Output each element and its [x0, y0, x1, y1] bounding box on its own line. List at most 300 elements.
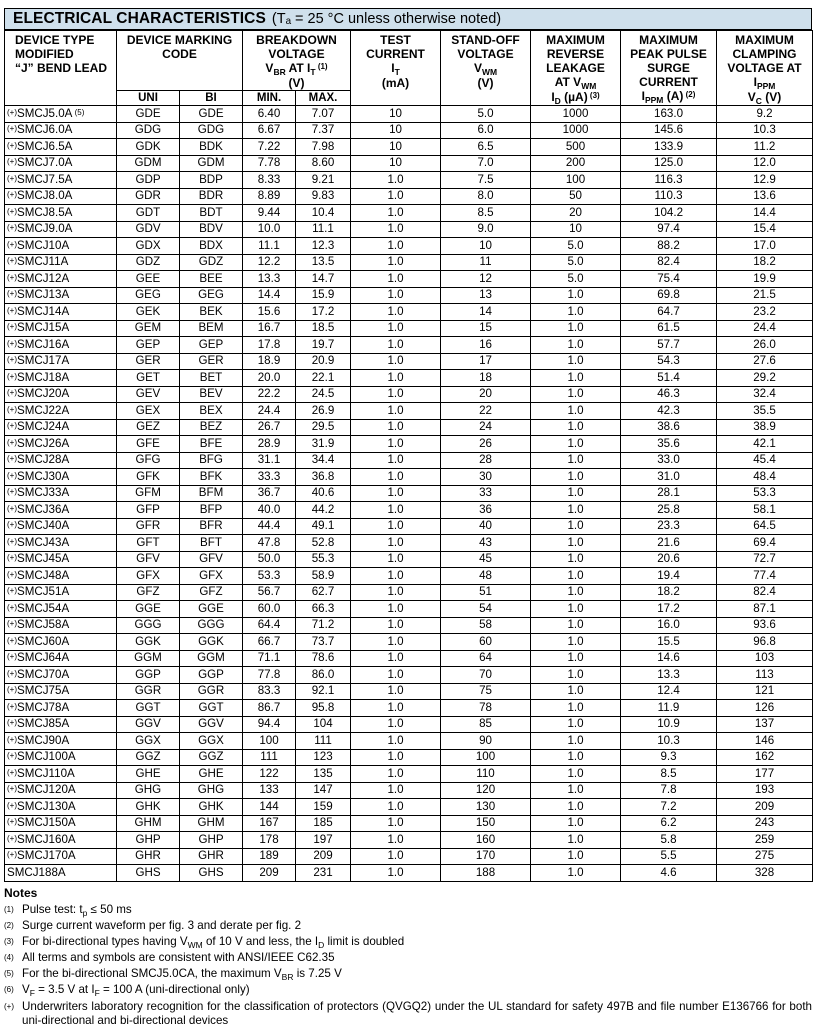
leakage-current: 1.0 — [531, 766, 621, 783]
standoff-voltage: 40 — [441, 518, 531, 535]
vbr-max: 29.5 — [296, 419, 351, 436]
note-text-part: = 3.5 V at I — [34, 983, 95, 997]
device-type: SMCJ54A — [17, 601, 70, 615]
ul-recognition-mark: (+) — [7, 817, 17, 827]
peak-pulse-current: 8.5 — [621, 766, 717, 783]
uni-code: GFR — [117, 518, 180, 535]
device-type: SMCJ58A — [17, 618, 70, 632]
header-surge-symbol: I — [641, 89, 645, 103]
header-leakage-symbol: I — [551, 90, 555, 104]
device-type: SMCJ51A — [17, 585, 70, 599]
ul-recognition-mark: (+) — [7, 850, 17, 860]
bi-code: GGT — [180, 700, 243, 717]
table-row — [5, 320, 813, 337]
test-current: 1.0 — [351, 271, 441, 288]
standoff-voltage: 15 — [441, 320, 531, 337]
device-type: SMCJ24A — [17, 420, 70, 434]
standoff-voltage: 5.0 — [441, 106, 531, 123]
standoff-voltage: 17 — [441, 353, 531, 370]
clamping-voltage: 93.6 — [717, 617, 813, 634]
note-text — [22, 1000, 812, 1029]
vbr-min: 122 — [243, 766, 296, 783]
header-test-line: CURRENT — [366, 47, 425, 61]
ul-recognition-mark: (+) — [7, 503, 17, 513]
device-type-cell — [5, 106, 117, 123]
ul-recognition-mark: (+) — [7, 586, 17, 596]
note-text — [22, 983, 812, 998]
device-type: SMCJ28A — [17, 453, 70, 467]
peak-pulse-current: 97.4 — [621, 221, 717, 238]
test-current: 1.0 — [351, 848, 441, 865]
test-current: 1.0 — [351, 766, 441, 783]
bi-code: BDT — [180, 205, 243, 222]
notes-list — [4, 903, 812, 1029]
header-surge-unit: (A) — [663, 89, 684, 103]
bi-code: BDK — [180, 139, 243, 156]
vbr-min: 94.4 — [243, 716, 296, 733]
device-type: SMCJ100A — [17, 750, 76, 764]
standoff-voltage: 6.0 — [441, 122, 531, 139]
peak-pulse-current: 61.5 — [621, 320, 717, 337]
vbr-max: 31.9 — [296, 436, 351, 453]
leakage-current: 100 — [531, 172, 621, 189]
device-type: SMCJ120A — [17, 783, 76, 797]
ul-recognition-mark: (+) — [7, 602, 17, 612]
device-type-cell — [5, 287, 117, 304]
table-row — [5, 139, 813, 156]
ul-recognition-mark: (+) — [7, 751, 17, 761]
uni-code: GFZ — [117, 584, 180, 601]
header-surge-note: (2) — [683, 90, 696, 99]
standoff-voltage: 9.0 — [441, 221, 531, 238]
device-type: SMCJ9.0A — [17, 222, 73, 236]
leakage-current: 1.0 — [531, 370, 621, 387]
vbr-max: 95.8 — [296, 700, 351, 717]
device-type-cell — [5, 799, 117, 816]
vbr-min: 12.2 — [243, 254, 296, 271]
clamping-voltage: 15.4 — [717, 221, 813, 238]
standoff-voltage: 24 — [441, 419, 531, 436]
note-item — [4, 903, 812, 918]
test-current: 1.0 — [351, 452, 441, 469]
bi-code: GHM — [180, 815, 243, 832]
peak-pulse-current: 5.5 — [621, 848, 717, 865]
test-current: 1.0 — [351, 436, 441, 453]
test-current: 10 — [351, 122, 441, 139]
uni-code: GGK — [117, 634, 180, 651]
header-breakdown-subscript: T — [310, 67, 316, 77]
vbr-max: 14.7 — [296, 271, 351, 288]
clamping-voltage: 13.6 — [717, 188, 813, 205]
uni-code: GDX — [117, 238, 180, 255]
note-text-part: Pulse test: t — [22, 903, 83, 916]
ul-recognition-mark: (+) — [7, 173, 17, 183]
uni-code: GDG — [117, 122, 180, 139]
ul-recognition-mark: (+) — [7, 371, 17, 381]
header-device-type — [5, 31, 117, 106]
device-type-cell — [5, 320, 117, 337]
standoff-voltage: 12 — [441, 271, 531, 288]
vbr-max: 73.7 — [296, 634, 351, 651]
uni-code: GET — [117, 370, 180, 387]
uni-code: GER — [117, 353, 180, 370]
vbr-min: 144 — [243, 799, 296, 816]
uni-code: GHR — [117, 848, 180, 865]
table-row — [5, 551, 813, 568]
uni-code: GFE — [117, 436, 180, 453]
bi-code: BFE — [180, 436, 243, 453]
device-type-cell — [5, 700, 117, 717]
vbr-min: 17.8 — [243, 337, 296, 354]
test-current: 1.0 — [351, 221, 441, 238]
test-current: 1.0 — [351, 551, 441, 568]
test-current: 1.0 — [351, 205, 441, 222]
test-current: 1.0 — [351, 782, 441, 799]
ul-recognition-mark: (+) — [7, 223, 17, 233]
vbr-min: 8.89 — [243, 188, 296, 205]
standoff-voltage: 22 — [441, 403, 531, 420]
test-current: 1.0 — [351, 238, 441, 255]
table-row — [5, 403, 813, 420]
test-current: 1.0 — [351, 188, 441, 205]
vbr-min: 13.3 — [243, 271, 296, 288]
uni-code: GFM — [117, 485, 180, 502]
header-leakage-line: MAXIMUM — [546, 33, 605, 47]
test-current: 1.0 — [351, 419, 441, 436]
peak-pulse-current: 11.9 — [621, 700, 717, 717]
leakage-current: 1.0 — [531, 304, 621, 321]
clamping-voltage: 146 — [717, 733, 813, 750]
vbr-max: 12.3 — [296, 238, 351, 255]
uni-code: GFV — [117, 551, 180, 568]
device-type: SMCJ48A — [17, 568, 70, 582]
vbr-min: 7.78 — [243, 155, 296, 172]
device-type: SMCJ17A — [17, 354, 70, 368]
table-row — [5, 601, 813, 618]
table-row — [5, 205, 813, 222]
standoff-voltage: 8.5 — [441, 205, 531, 222]
note-text-part: of 10 V and less, the I — [202, 935, 319, 949]
vbr-max: 159 — [296, 799, 351, 816]
vbr-min: 7.22 — [243, 139, 296, 156]
header-clamp-symbol: I — [753, 75, 757, 89]
peak-pulse-current: 54.3 — [621, 353, 717, 370]
test-current: 1.0 — [351, 320, 441, 337]
uni-code: GGT — [117, 700, 180, 717]
standoff-voltage: 48 — [441, 568, 531, 585]
device-type: SMCJ10A — [17, 238, 70, 252]
vbr-min: 209 — [243, 865, 296, 882]
note-subscript: F — [94, 988, 100, 999]
standoff-voltage: 14 — [441, 304, 531, 321]
standoff-voltage: 100 — [441, 749, 531, 766]
header-marking-code — [117, 31, 243, 91]
clamping-voltage: 209 — [717, 799, 813, 816]
peak-pulse-current: 75.4 — [621, 271, 717, 288]
note-number: (4) — [4, 953, 14, 963]
peak-pulse-current: 25.8 — [621, 502, 717, 519]
vbr-min: 167 — [243, 815, 296, 832]
vbr-max: 55.3 — [296, 551, 351, 568]
ul-recognition-mark: (+) — [7, 206, 17, 216]
table-row — [5, 122, 813, 139]
clamping-voltage: 243 — [717, 815, 813, 832]
device-type: SMCJ11A — [17, 255, 69, 269]
uni-code: GDR — [117, 188, 180, 205]
device-type-cell — [5, 403, 117, 420]
header-leakage-line: AT V — [554, 75, 582, 89]
vbr-max: 22.1 — [296, 370, 351, 387]
uni-code: GHE — [117, 766, 180, 783]
leakage-current: 1.0 — [531, 799, 621, 816]
ul-recognition-mark: (+) — [7, 536, 17, 546]
vbr-min: 31.1 — [243, 452, 296, 469]
bi-code: GFV — [180, 551, 243, 568]
ul-recognition-mark: (+) — [7, 470, 17, 480]
table-row — [5, 634, 813, 651]
table-row — [5, 106, 813, 123]
vbr-max: 104 — [296, 716, 351, 733]
header-standoff-symbol: V — [473, 61, 482, 75]
note-text-part: = 100 A (uni-directional only) — [99, 983, 250, 997]
table-row — [5, 419, 813, 436]
standoff-voltage: 43 — [441, 535, 531, 552]
table-row — [5, 766, 813, 783]
bi-code: BFT — [180, 535, 243, 552]
bi-code: GDG — [180, 122, 243, 139]
peak-pulse-current: 4.6 — [621, 865, 717, 882]
device-type: SMCJ8.0A — [17, 189, 73, 203]
header-clamp-subscript: PPM — [756, 81, 776, 91]
header-clamp-symbol: V — [747, 90, 756, 104]
note-text-part: is 7.25 V — [293, 967, 342, 981]
clamping-voltage: 64.5 — [717, 518, 813, 535]
clamping-voltage: 12.9 — [717, 172, 813, 189]
table-row — [5, 287, 813, 304]
ul-recognition-mark: (+) — [7, 338, 17, 348]
bi-code: BEK — [180, 304, 243, 321]
clamping-voltage: 12.0 — [717, 155, 813, 172]
device-type-cell — [5, 452, 117, 469]
clamping-voltage: 87.1 — [717, 601, 813, 618]
peak-pulse-current: 6.2 — [621, 815, 717, 832]
vbr-min: 10.0 — [243, 221, 296, 238]
ul-recognition-mark: (+) — [7, 140, 17, 150]
test-current: 1.0 — [351, 667, 441, 684]
test-current: 1.0 — [351, 485, 441, 502]
vbr-max: 7.98 — [296, 139, 351, 156]
peak-pulse-current: 9.3 — [621, 749, 717, 766]
vbr-min: 14.4 — [243, 287, 296, 304]
peak-pulse-current: 31.0 — [621, 469, 717, 486]
leakage-current: 50 — [531, 188, 621, 205]
device-type-cell — [5, 815, 117, 832]
peak-pulse-current: 64.7 — [621, 304, 717, 321]
device-type-cell — [5, 436, 117, 453]
bi-code: GGV — [180, 716, 243, 733]
header-surge-line: CURRENT — [639, 75, 698, 89]
bi-code: GGP — [180, 667, 243, 684]
ul-recognition-mark: (+) — [7, 767, 17, 777]
leakage-current: 1.0 — [531, 535, 621, 552]
test-current: 1.0 — [351, 353, 441, 370]
leakage-current: 1.0 — [531, 436, 621, 453]
clamping-voltage: 48.4 — [717, 469, 813, 486]
header-device-line: MODIFIED — [15, 47, 74, 61]
vbr-max: 11.1 — [296, 221, 351, 238]
device-type: SMCJ6.5A — [17, 139, 73, 153]
vbr-max: 20.9 — [296, 353, 351, 370]
peak-pulse-current: 110.3 — [621, 188, 717, 205]
header-device-line: DEVICE TYPE — [15, 33, 95, 47]
leakage-current: 1.0 — [531, 634, 621, 651]
uni-code: GEZ — [117, 419, 180, 436]
note-text-part: Surge current waveform per fig. 3 and derate per fig. 2 — [22, 919, 302, 933]
uni-code: GGZ — [117, 749, 180, 766]
vbr-max: 10.4 — [296, 205, 351, 222]
ul-recognition-mark: (+) — [7, 157, 17, 167]
bi-code: GGK — [180, 634, 243, 651]
device-type-cell — [5, 238, 117, 255]
table-row — [5, 733, 813, 750]
header-uni: UNI — [117, 91, 180, 106]
header-device-line: “J” BEND LEAD — [15, 61, 108, 75]
device-type-cell — [5, 353, 117, 370]
uni-code: GHS — [117, 865, 180, 882]
peak-pulse-current: 12.4 — [621, 683, 717, 700]
ul-recognition-mark: (+) — [7, 569, 17, 579]
ul-recognition-mark: (+) — [7, 800, 17, 810]
bi-code: BEE — [180, 271, 243, 288]
standoff-voltage: 170 — [441, 848, 531, 865]
vbr-min: 44.4 — [243, 518, 296, 535]
device-type: SMCJ26A — [17, 436, 70, 450]
clamping-voltage: 27.6 — [717, 353, 813, 370]
ul-recognition-mark: (+) — [7, 404, 17, 414]
clamping-voltage: 18.2 — [717, 254, 813, 271]
standoff-voltage: 75 — [441, 683, 531, 700]
device-type: SMCJ60A — [17, 634, 70, 648]
device-type-cell — [5, 518, 117, 535]
vbr-min: 26.7 — [243, 419, 296, 436]
vbr-max: 92.1 — [296, 683, 351, 700]
bi-code: GHE — [180, 766, 243, 783]
vbr-max: 66.3 — [296, 601, 351, 618]
note-number: (3) — [4, 937, 14, 947]
ul-recognition-mark: (+) — [7, 487, 17, 497]
test-current: 1.0 — [351, 617, 441, 634]
uni-code: GDP — [117, 172, 180, 189]
clamping-voltage: 24.4 — [717, 320, 813, 337]
ul-recognition-mark: (+) — [7, 272, 17, 282]
bi-code: BEZ — [180, 419, 243, 436]
device-type-cell — [5, 634, 117, 651]
device-type: SMCJ110A — [17, 766, 75, 780]
bi-code: BFK — [180, 469, 243, 486]
note-text-part: All terms and symbols are consistent with ANSI/IEEE C62.35 — [22, 951, 335, 965]
uni-code: GEE — [117, 271, 180, 288]
header-standoff-subscript: WM — [481, 67, 498, 77]
device-type-cell — [5, 419, 117, 436]
standoff-voltage: 28 — [441, 452, 531, 469]
uni-code: GHM — [117, 815, 180, 832]
leakage-current: 1.0 — [531, 502, 621, 519]
standoff-voltage: 70 — [441, 667, 531, 684]
header-breakdown-voltage — [243, 31, 351, 91]
vbr-max: 7.07 — [296, 106, 351, 123]
clamping-voltage: 19.9 — [717, 271, 813, 288]
leakage-current: 1.0 — [531, 667, 621, 684]
peak-pulse-current: 51.4 — [621, 370, 717, 387]
header-standoff-unit: (V) — [477, 76, 494, 90]
ul-recognition-mark: (+) — [7, 256, 17, 266]
vbr-min: 6.67 — [243, 122, 296, 139]
device-type-cell — [5, 733, 117, 750]
ul-recognition-mark: (+) — [7, 454, 17, 464]
table-row — [5, 667, 813, 684]
notes-section — [4, 886, 812, 1030]
bi-code: BDV — [180, 221, 243, 238]
clamping-voltage: 121 — [717, 683, 813, 700]
device-type: SMCJ150A — [17, 816, 76, 830]
device-type: SMCJ160A — [17, 832, 76, 846]
test-current: 1.0 — [351, 799, 441, 816]
note-text-part: V — [22, 983, 30, 997]
note-subscript: p — [82, 908, 88, 918]
device-type-cell — [5, 568, 117, 585]
uni-code: GEV — [117, 386, 180, 403]
test-current: 1.0 — [351, 584, 441, 601]
table-row — [5, 469, 813, 486]
device-type-cell — [5, 271, 117, 288]
device-type-cell — [5, 865, 117, 882]
device-type-cell — [5, 667, 117, 684]
standoff-voltage: 13 — [441, 287, 531, 304]
table-row — [5, 832, 813, 849]
bi-code: GHS — [180, 865, 243, 882]
table-row — [5, 617, 813, 634]
table-row — [5, 304, 813, 321]
clamping-voltage: 32.4 — [717, 386, 813, 403]
header-leakage-note: (3) — [587, 91, 600, 100]
ul-recognition-mark: (+) — [7, 734, 17, 744]
leakage-current: 1.0 — [531, 469, 621, 486]
peak-pulse-current: 104.2 — [621, 205, 717, 222]
table-row — [5, 535, 813, 552]
ul-recognition-mark: (+) — [7, 289, 17, 299]
note-number: (5) — [4, 969, 14, 979]
header-surge-subscript: PPM — [644, 95, 664, 105]
section-condition: (Tₐ = 25 °C unless otherwise noted) — [271, 11, 502, 27]
vbr-min: 53.3 — [243, 568, 296, 585]
uni-code: GEK — [117, 304, 180, 321]
header-leakage-subscript: WM — [581, 81, 597, 91]
vbr-max: 18.5 — [296, 320, 351, 337]
clamping-voltage: 113 — [717, 667, 813, 684]
uni-code: GGR — [117, 683, 180, 700]
bi-code: GHP — [180, 832, 243, 849]
device-type-cell — [5, 254, 117, 271]
header-breakdown-at: AT I — [285, 61, 311, 75]
table-row — [5, 700, 813, 717]
uni-code: GDM — [117, 155, 180, 172]
peak-pulse-current: 145.6 — [621, 122, 717, 139]
leakage-current: 1.0 — [531, 403, 621, 420]
header-min: MIN. — [243, 91, 296, 106]
device-type: SMCJ40A — [17, 519, 70, 533]
peak-pulse-current: 163.0 — [621, 106, 717, 123]
clamping-voltage: 162 — [717, 749, 813, 766]
